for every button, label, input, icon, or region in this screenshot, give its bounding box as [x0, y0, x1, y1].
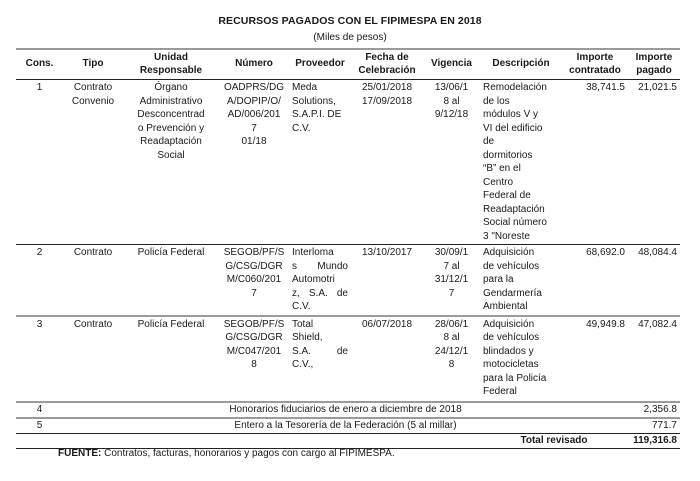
- cell-importe-contratado: 38,741.5: [562, 80, 628, 245]
- cell-vigencia-line: 7 al: [443, 260, 460, 272]
- cell-descripcion-line: blindados y: [483, 345, 534, 357]
- cell-descripcion-line: para la Policía: [483, 372, 547, 384]
- cell-cons: 3: [16, 316, 63, 402]
- col-importe-pagado-line: pagado: [636, 64, 672, 76]
- cell-vigencia-line: 7: [448, 287, 455, 299]
- cell-descripcion-line: módulos V y: [483, 109, 539, 120]
- cell-proveedor: [289, 245, 351, 316]
- cell-proveedor-line: C.V.,: [292, 359, 314, 370]
- cell-fecha-line: 25/01/2018: [361, 82, 413, 93]
- cell-numero-line: 01/18: [241, 136, 267, 147]
- cell-cons: 2: [16, 245, 63, 316]
- cell-descripcion-line: Gendarmería: [483, 287, 542, 299]
- cell-unidad-line: Policía Federal: [137, 318, 205, 330]
- cell-proveedor-line: Total: [292, 318, 314, 330]
- cell-numero-line: G/CSG/DGR: [225, 260, 283, 272]
- cell-fecha: [351, 80, 423, 245]
- summary-importe: 771.7: [628, 418, 680, 434]
- cell-numero-line: A/DOPIP/O/: [227, 95, 281, 107]
- col-unidad-line: Unidad: [154, 52, 188, 63]
- cell-descripcion: [480, 316, 562, 402]
- col-tipo: Tipo: [63, 49, 123, 80]
- cell-proveedor-line: C.V.: [292, 301, 311, 312]
- summary-cons: 4: [16, 402, 63, 418]
- cell-numero: [219, 245, 289, 316]
- cell-proveedor-line: Solutions,: [292, 95, 336, 107]
- cell-vigencia-line: 31/12/1: [434, 274, 469, 285]
- cell-proveedor-line: Interloma: [292, 247, 334, 258]
- cell-numero-line: AD/006/201: [227, 109, 281, 120]
- cell-proveedor-line: Meda: [292, 82, 318, 93]
- table-row: [16, 80, 680, 245]
- cell-unidad: [123, 316, 219, 402]
- cell-vigencia: [423, 245, 480, 316]
- summary-row: [16, 418, 680, 434]
- cell-unidad: [123, 245, 219, 316]
- cell-vigencia: [423, 80, 480, 245]
- cell-proveedor: [289, 80, 351, 245]
- cell-tipo: [63, 245, 123, 316]
- summary-cons: 5: [16, 418, 63, 434]
- col-cons: Cons.: [16, 49, 63, 80]
- col-importe-contratado-line: contratado: [569, 64, 621, 76]
- cell-descripcion-line: Federal: [483, 386, 517, 397]
- cell-unidad-line: Desconcentrad: [137, 109, 205, 120]
- cell-unidad-line: o Prevención y: [137, 122, 205, 134]
- cell-fecha: [351, 245, 423, 316]
- cell-vigencia-line: 28/06/1: [434, 318, 469, 330]
- cell-vigencia-line: 9/12/18: [434, 109, 469, 120]
- cell-unidad-line: Policía Federal: [137, 247, 205, 258]
- cell-descripcion-line: Adquisición: [483, 247, 535, 258]
- col-fecha: [351, 49, 423, 80]
- cell-numero-line: SEGOB/PF/S: [223, 318, 285, 330]
- cell-vigencia: [423, 316, 480, 402]
- cell-numero-line: 8: [251, 359, 257, 370]
- cell-numero: [219, 80, 289, 245]
- cell-descripcion-line: Centro: [483, 176, 514, 188]
- cell-fecha-line: 06/07/2018: [361, 318, 413, 330]
- col-proveedor: Proveedor: [289, 49, 351, 80]
- col-importe-pagado: [628, 49, 680, 80]
- cell-fecha-line: 17/09/2018: [361, 95, 413, 107]
- col-fecha-line: Celebración: [358, 64, 416, 76]
- cell-tipo-line: Contrato: [73, 82, 113, 93]
- cell-descripcion-line: de vehículos: [483, 332, 540, 343]
- cell-importe-pagado: 48,084.4: [628, 245, 680, 316]
- cell-proveedor-line: Shield,: [292, 332, 323, 343]
- cell-numero-line: M/C047/201: [226, 345, 282, 357]
- cell-descripcion-line: para la: [483, 274, 514, 285]
- cell-descripcion-line: motocicletas: [483, 359, 539, 370]
- cell-descripcion-line: Social número: [483, 217, 547, 228]
- cell-descripcion-line: Ambiental: [483, 301, 528, 312]
- cell-tipo-line: Contrato: [73, 247, 113, 258]
- cell-descripcion-line: Adquisición: [483, 318, 535, 330]
- cell-descripcion-line: Readaptación: [483, 203, 545, 215]
- col-importe-contratado: [562, 49, 628, 80]
- cell-proveedor-line: C.V.: [292, 122, 311, 134]
- cell-proveedor-line: Automotri: [292, 274, 335, 285]
- cell-tipo-line: Convenio: [71, 95, 115, 107]
- summary-concepto: Entero a la Tesorería de la Federación (5 al millar): [63, 418, 628, 434]
- cell-descripcion-line: 3 "Noreste: [483, 230, 530, 242]
- cell-importe-pagado: 47,082.4: [628, 316, 680, 402]
- cell-numero-line: G/CSG/DGR: [225, 332, 283, 343]
- cell-numero-line: 7: [251, 122, 257, 134]
- cell-numero-line: 7: [251, 287, 257, 299]
- total-row: [16, 433, 680, 448]
- cell-vigencia-line: 8: [448, 359, 455, 370]
- cell-descripcion-line: VI del edificio: [483, 122, 543, 134]
- table-subtitle: (Miles de pesos): [313, 32, 387, 43]
- col-vigencia: Vigencia: [423, 49, 480, 80]
- cell-unidad-line: Administrativo: [139, 95, 203, 107]
- col-unidad: [123, 49, 219, 80]
- table-row: [16, 316, 680, 402]
- table-title: RECURSOS PAGADOS CON EL FIPIMESPA EN 2018: [218, 15, 482, 27]
- cell-unidad-line: Readaptación: [140, 136, 202, 147]
- col-fecha-line: Fecha de: [365, 52, 409, 63]
- cell-fecha-line: 13/10/2017: [361, 247, 413, 258]
- cell-importe-contratado: 49,949.8: [562, 316, 628, 402]
- cell-fecha: [351, 316, 423, 402]
- cell-vigencia-line: 8 al: [443, 332, 460, 343]
- cell-unidad-line: Social: [157, 149, 185, 161]
- cell-unidad-line: Órgano: [154, 82, 188, 93]
- cell-numero-line: OADPRS/DG: [223, 82, 284, 93]
- cell-importe-contratado: 68,692.0: [562, 245, 628, 316]
- summary-row: [16, 402, 680, 418]
- cell-unidad: [123, 80, 219, 245]
- cell-descripcion-line: de vehículos: [483, 260, 540, 272]
- cell-numero-line: M/C060/201: [226, 274, 282, 285]
- col-unidad-line: Responsable: [139, 64, 203, 76]
- cell-numero: [219, 316, 289, 402]
- source-text: Contratos, facturas, honorarios y pagos con cargo al FIPIMESPA.: [101, 448, 395, 459]
- cell-tipo: [63, 80, 123, 245]
- cell-tipo-line: Contrato: [73, 318, 113, 330]
- cell-vigencia-line: 24/12/1: [434, 345, 469, 357]
- summary-importe: 2,356.8: [628, 402, 680, 418]
- cell-importe-pagado: 21,021.5: [628, 80, 680, 245]
- total-importe: 119,316.8: [628, 433, 680, 448]
- cell-cons: 1: [16, 80, 63, 245]
- cell-proveedor-line: z, S.A. de: [292, 287, 348, 299]
- cell-tipo: [63, 316, 123, 402]
- col-descripcion: Descripción: [480, 49, 562, 80]
- table-row: [16, 245, 680, 316]
- source-note: [58, 448, 395, 459]
- cell-descripcion: [480, 80, 562, 245]
- cell-descripcion-line: dormitorios: [483, 149, 533, 161]
- cell-descripcion-line: de: [483, 136, 495, 147]
- cell-descripcion: [480, 245, 562, 316]
- cell-proveedor-line: S.A. de: [292, 345, 348, 357]
- col-importe-contratado-line: Importe: [576, 52, 614, 63]
- total-label: Total revisado: [480, 433, 628, 448]
- source-label: FUENTE:: [58, 448, 102, 459]
- cell-proveedor-line: s Mundo: [292, 260, 348, 272]
- cell-proveedor: [289, 316, 351, 402]
- cell-descripcion-line: “B” en el: [483, 163, 521, 174]
- total-spacer: [16, 433, 480, 448]
- cell-vigencia-line: 8 al: [443, 95, 460, 107]
- cell-numero-line: SEGOB/PF/S: [223, 247, 285, 258]
- header-row: [16, 49, 680, 80]
- col-numero: Número: [219, 49, 289, 80]
- cell-proveedor-line: S.A.P.I. DE: [292, 109, 342, 120]
- cell-vigencia-line: 13/06/1: [434, 82, 469, 93]
- cell-descripcion-line: de los: [483, 95, 510, 107]
- cell-descripcion-line: Remodelación: [483, 82, 547, 93]
- cell-descripcion-line: Federal de: [483, 190, 531, 201]
- col-importe-pagado-line: Importe: [635, 52, 673, 63]
- resources-table: [16, 48, 680, 449]
- summary-concepto: Honorarios fiduciarios de enero a diciembre de 2018: [63, 402, 628, 418]
- cell-vigencia-line: 30/09/1: [434, 247, 469, 258]
